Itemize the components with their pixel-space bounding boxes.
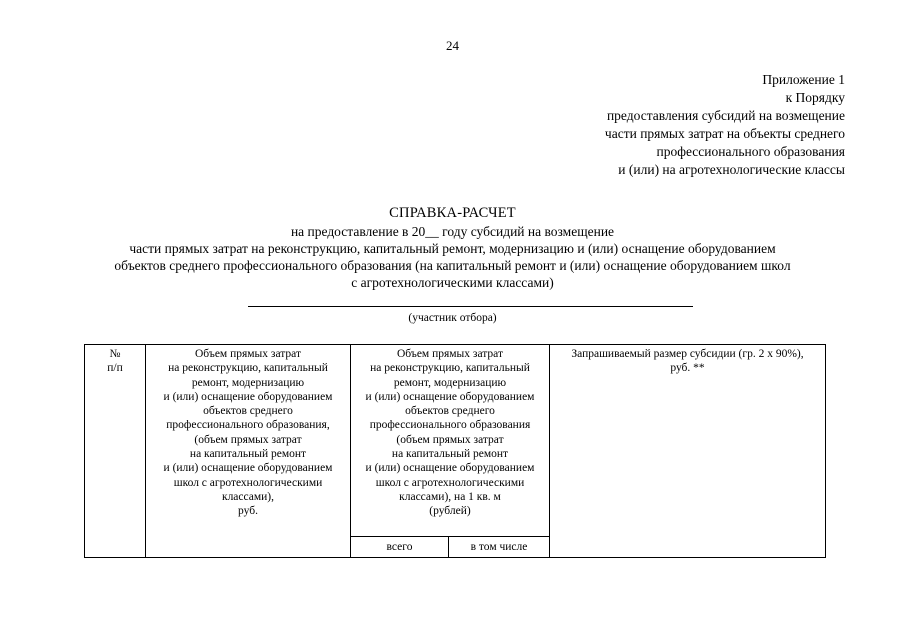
header-line: профессионального образования, (166, 419, 330, 432)
header-line: ремонт, модернизацию (393, 376, 507, 389)
header-line: и (или) оснащение оборудованием (365, 390, 535, 403)
header-line: (рублей) (429, 505, 471, 518)
header-line: п/п (107, 362, 123, 375)
header-line: ремонт, модернизацию (191, 376, 305, 389)
title-line: объектов среднего профессионального образования (на капитальный ремонт и (или) оснащение оборудованием школ (114, 258, 791, 273)
header-line: классами), на 1 кв. м (399, 490, 501, 503)
col-number-header (85, 345, 146, 558)
participant-fill-line (248, 306, 693, 307)
header-line: № (109, 348, 121, 360)
table-header-row (85, 345, 826, 537)
subcol-total-header: всего (351, 537, 449, 558)
col-requested-subsidy-header (550, 345, 826, 558)
header-line: школ с агротехнологическими (173, 476, 323, 489)
header-line: на реконструкцию, капитальный (370, 362, 530, 375)
header-line: профессионального образования (369, 419, 531, 432)
appendix-line: профессионального образования (656, 144, 845, 159)
header-line: и (или) оснащение оборудованием (163, 462, 333, 475)
header-line: школ с агротехнологическими (375, 476, 525, 489)
document-title-block (0, 205, 905, 291)
col-direct-costs-header (146, 345, 351, 558)
header-line: и (или) оснащение оборудованием (163, 390, 333, 403)
header-line: и (или) оснащение оборудованием (365, 462, 535, 475)
header-line: на капитальный ремонт (189, 448, 307, 461)
subcol-including-header: в том числе (449, 537, 550, 558)
header-line: на капитальный ремонт (391, 448, 509, 461)
title-line: на предоставление в 20__ году субсидий на возмещение (290, 224, 615, 239)
document-title: СПРАВКА-РАСЧЕТ (389, 205, 516, 221)
header-line: классами), (221, 490, 275, 503)
header-line: (объем прямых затрат (194, 433, 302, 446)
participant-caption: (участник отбора) (408, 312, 497, 324)
header-line: руб. ** (670, 362, 705, 375)
calculation-table (84, 344, 826, 558)
page-number: 24 (446, 38, 459, 53)
header-line: руб. (238, 505, 258, 518)
header-line: на реконструкцию, капитальный (168, 362, 328, 375)
title-line: части прямых затрат на реконструкцию, капитальный ремонт, модернизацию и (или) оснащение оборудованием (129, 241, 776, 256)
appendix-line: предоставления субсидий на возмещение (606, 108, 845, 123)
header-line: Объем прямых затрат (397, 348, 503, 360)
header-line: объектов среднего (203, 405, 293, 418)
appendix-line: части прямых затрат на объекты среднего (604, 126, 845, 141)
col-cost-per-sqm-header (351, 345, 550, 537)
header-line: Запрашиваемый размер субсидии (гр. 2 х 90%), (571, 348, 804, 360)
appendix-line: к Порядку (785, 90, 845, 105)
appendix-line: Приложение 1 (762, 72, 845, 87)
appendix-header (605, 71, 845, 179)
title-line: с агротехнологическими классами) (351, 275, 554, 290)
header-line: объектов среднего (405, 405, 495, 418)
appendix-line: и (или) на агротехнологические классы (618, 162, 845, 177)
header-line: Объем прямых затрат (195, 348, 301, 360)
header-line: (объем прямых затрат (396, 433, 504, 446)
